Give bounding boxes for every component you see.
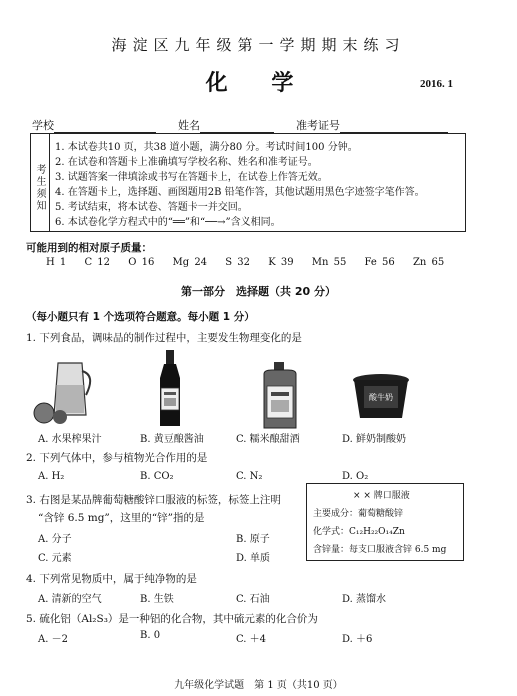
notice-item: 2. 在试卷和答题卡上准确填写学校名称、姓名和准考证号。 (55, 157, 318, 168)
soy-sauce-bottle-icon (150, 348, 190, 428)
part-title: 第一部分 选择题（共 20 分） (181, 285, 336, 298)
label-title: × × 牌口服液 (353, 491, 410, 501)
atomic-mass: K 39 (268, 257, 294, 268)
juice-pitcher-icon (30, 355, 110, 425)
exam-id-blank[interactable] (340, 121, 448, 133)
label-line-1: 主要成分：葡萄糖酸锌 (313, 509, 404, 519)
atomic-mass: C 12 (84, 257, 111, 268)
atomic-mass: S 32 (225, 257, 250, 268)
option-1b[interactable]: B. 黄豆酿酱油 (140, 434, 204, 445)
subject-title: 化 学 (205, 70, 312, 96)
option-1c[interactable]: C. 糯米酿甜酒 (236, 434, 300, 445)
atomic-mass-title: 可能用到的相对原子质量： (26, 242, 152, 254)
question-4-stem: 4. 下列常见物质中，属于纯净物的是 (26, 573, 197, 585)
name-blank[interactable] (200, 121, 274, 133)
option-3b[interactable]: B. 原子 (236, 534, 270, 545)
atomic-mass: Zn 65 (412, 257, 445, 268)
notice-label: 考生须知 (31, 134, 50, 231)
school-blank[interactable] (54, 121, 156, 133)
school-label: 学校 (32, 119, 54, 132)
option-5a[interactable]: A. －2 (38, 634, 68, 645)
name-field (178, 117, 274, 133)
rice-wine-bottle-icon (258, 360, 302, 430)
atomic-mass: Fe 56 (364, 257, 395, 268)
exam-id-field (296, 117, 448, 133)
product-label-box (306, 483, 464, 561)
option-1d[interactable]: D. 鲜奶制酸奶 (342, 434, 407, 445)
exam-title: 海淀区九年级第一学期期末练习 (111, 36, 406, 54)
notice-item: 3. 试题答案一律填涂或书写在答题卡上，在试卷上作答无效。 (55, 172, 328, 183)
option-4c[interactable]: C. 石油 (236, 594, 270, 605)
name-label: 姓名 (178, 119, 200, 132)
atomic-mass: O 16 (128, 257, 155, 268)
option-2d[interactable]: D. O₂ (342, 471, 369, 482)
option-5b[interactable]: B. 0 (140, 630, 161, 641)
option-4d[interactable]: D. 蒸馏水 (342, 594, 387, 605)
notice-item: 6. 本试卷化学方程式中的“══”和“──→”含义相同。 (55, 217, 281, 228)
option-5c[interactable]: C. ＋4 (236, 634, 267, 645)
question-2-stem: 2. 下列气体中，参与植物光合作用的是 (26, 452, 208, 464)
label-line-2: 化学式：C₁₂H₂₂O₁₄Zn (313, 527, 405, 537)
question-3-stem-continued: “含锌 6.5 mg”，这里的“锌”指的是 (38, 512, 205, 524)
notice-item: 5. 考试结束，将本试卷、答题卡一并交回。 (55, 202, 248, 213)
option-4b[interactable]: B. 生铁 (140, 594, 174, 605)
atomic-mass-list (46, 257, 457, 268)
option-2b[interactable]: B. CO₂ (140, 471, 174, 482)
page-footer: 九年级化学试题 第 1 页（共10 页） (174, 680, 343, 691)
atomic-mass: Mn 55 (311, 257, 347, 268)
notice-item: 4. 在答题卡上，选择题、画图题用2B 铅笔作答，其他试题用黑色字迹签字笔作答。 (55, 187, 425, 198)
school-field (32, 117, 156, 133)
exam-id-label: 准考证号 (296, 119, 340, 132)
question-1-stem: 1. 下列食品，调味品的制作过程中，主要发生物理变化的是 (26, 332, 302, 344)
option-2a[interactable]: A. H₂ (38, 471, 65, 482)
notice-box (30, 133, 466, 232)
label-line-3: 含锌量：每支口服液含锌 6.5 mg (313, 545, 447, 555)
option-1a[interactable]: A. 水果榨果汁 (38, 434, 102, 445)
option-2c[interactable]: C. N₂ (236, 471, 263, 482)
atomic-mass: Mg 24 (172, 257, 208, 268)
option-3a[interactable]: A. 分子 (38, 534, 72, 545)
atomic-mass: H 1 (46, 257, 67, 268)
question-5-stem: 5. 硫化铝（Al₂S₃）是一种铝的化合物，其中硫元素的化合价为 (26, 613, 318, 625)
option-4a[interactable]: A. 清新的空气 (38, 594, 102, 605)
notice-item: 1. 本试卷共10 页，共38 道小题，满分80 分。考试时间100 分钟。 (55, 142, 358, 153)
option-3d[interactable]: D. 单质 (236, 553, 271, 564)
yogurt-label: 酸牛奶 (369, 393, 393, 402)
exam-date: 2016. 1 (420, 78, 453, 90)
option-3c[interactable]: C. 元素 (38, 553, 72, 564)
question-3-stem: 3. 右图是某品牌葡萄糖酸锌口服液的标签，标签上注明 (26, 494, 281, 506)
yogurt-cup-icon (350, 372, 412, 422)
section-note: （每小题只有 1 个选项符合题意。每小题 1 分） (26, 311, 255, 323)
option-5d[interactable]: D. ＋6 (342, 634, 373, 645)
